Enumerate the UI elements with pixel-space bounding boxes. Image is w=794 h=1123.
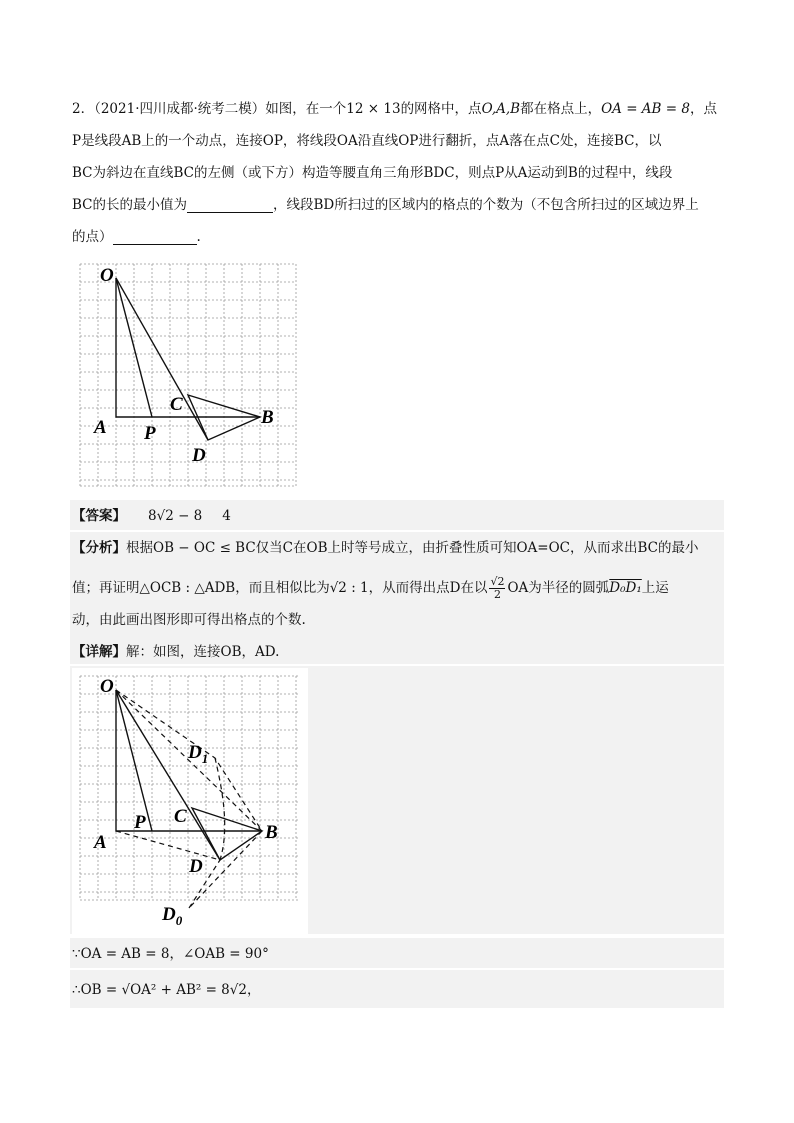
question-line-1	[72, 101, 717, 117]
question-text: 都在格点上，	[520, 101, 602, 117]
analysis-text: OA为半径的圆弧	[507, 580, 610, 596]
detail-line	[72, 644, 279, 660]
analysis-tag: 【分析】	[72, 540, 126, 556]
answer-blank-2	[113, 244, 197, 245]
detail-text: 解：如图，连接OB，AD.	[126, 644, 280, 660]
label-B: B	[261, 407, 274, 428]
label-C: C	[170, 394, 183, 415]
answer-value-1: 8√2 − 8	[148, 508, 203, 524]
question-line-5	[72, 229, 201, 245]
question-text: BC的长的最小值为	[72, 197, 188, 213]
answer-line	[72, 508, 231, 524]
label-C: C	[174, 806, 187, 827]
fraction-numerator: √2	[490, 575, 505, 588]
label-A: A	[94, 417, 107, 438]
question-text: ，线段BD所扫过的区域内的格点的个数为（不包含所扫过的区域边界上	[273, 197, 699, 213]
arc-name: D₀D₁	[609, 580, 642, 596]
step-2	[72, 982, 260, 998]
step-2-text: ∴OB =	[72, 982, 118, 998]
answer-blank-1	[187, 212, 273, 213]
label-D: D	[189, 856, 203, 877]
detail-tag: 【详解】	[72, 644, 126, 660]
question-text: 的网格中，点	[400, 101, 482, 117]
question-text: 的点）	[72, 229, 113, 245]
label-D: D	[192, 445, 206, 466]
analysis-line-1	[72, 540, 699, 556]
question-line-2: P是线段AB上的一个动点，连接OP，将线段OA沿直线OP进行翻折，点A落在点C处，连接BC，以	[72, 133, 662, 149]
analysis-text: 根据OB − OC ≤ BC仅当C在OB上时等号成立，由折叠性质可知OA=OC，从而求出BC的最小	[126, 540, 699, 556]
analysis-line-2	[72, 576, 669, 601]
analysis-text: 值；再证明△OCB : △ADB，而且相似比为√2 : 1，从而得出点D在以	[72, 580, 488, 596]
label-O: O	[100, 265, 114, 286]
figure-2-grid	[72, 668, 308, 934]
question-line-3: BC为斜边在直线BC的左侧（或下方）构造等腰直角三角形BDC，则点P从A运动到B的过程中，线段	[72, 165, 673, 181]
question-text: 如图，在一个	[265, 101, 347, 117]
point-names: O,A,B	[481, 101, 521, 117]
label-A: A	[94, 832, 107, 853]
question-text: ，点	[689, 101, 717, 117]
question-number: 2．	[72, 101, 95, 117]
analysis-text: 上运	[641, 580, 669, 596]
question-source: （2021·四川成都·统考二模）	[94, 101, 266, 117]
step-1: ∵OA = AB = 8，∠OAB = 90°	[72, 946, 269, 962]
equation: OA = AB = 8	[601, 101, 690, 117]
question-text: .	[196, 229, 201, 245]
figure-1-grid	[78, 262, 300, 488]
fraction-denominator: 2	[493, 588, 501, 601]
label-D1-main: D	[188, 742, 202, 763]
fraction	[489, 576, 505, 601]
step-2-formula: √OA² + AB² = 8√2，	[121, 982, 261, 998]
label-D1-sub: 1	[201, 751, 209, 766]
label-B: B	[265, 822, 278, 843]
label-P: P	[134, 812, 146, 833]
analysis-line-3: 动，由此画出图形即可得出格点的个数.	[72, 612, 306, 628]
answer-tag: 【答案】	[72, 508, 126, 524]
label-O: O	[100, 676, 114, 697]
question-line-4	[72, 197, 699, 213]
label-P: P	[144, 423, 156, 444]
grid-size: 12 × 13	[346, 101, 401, 117]
label-D0-main: D	[162, 904, 176, 925]
answer-value-2: 4	[222, 508, 231, 524]
label-D0-sub: 0	[175, 913, 183, 928]
